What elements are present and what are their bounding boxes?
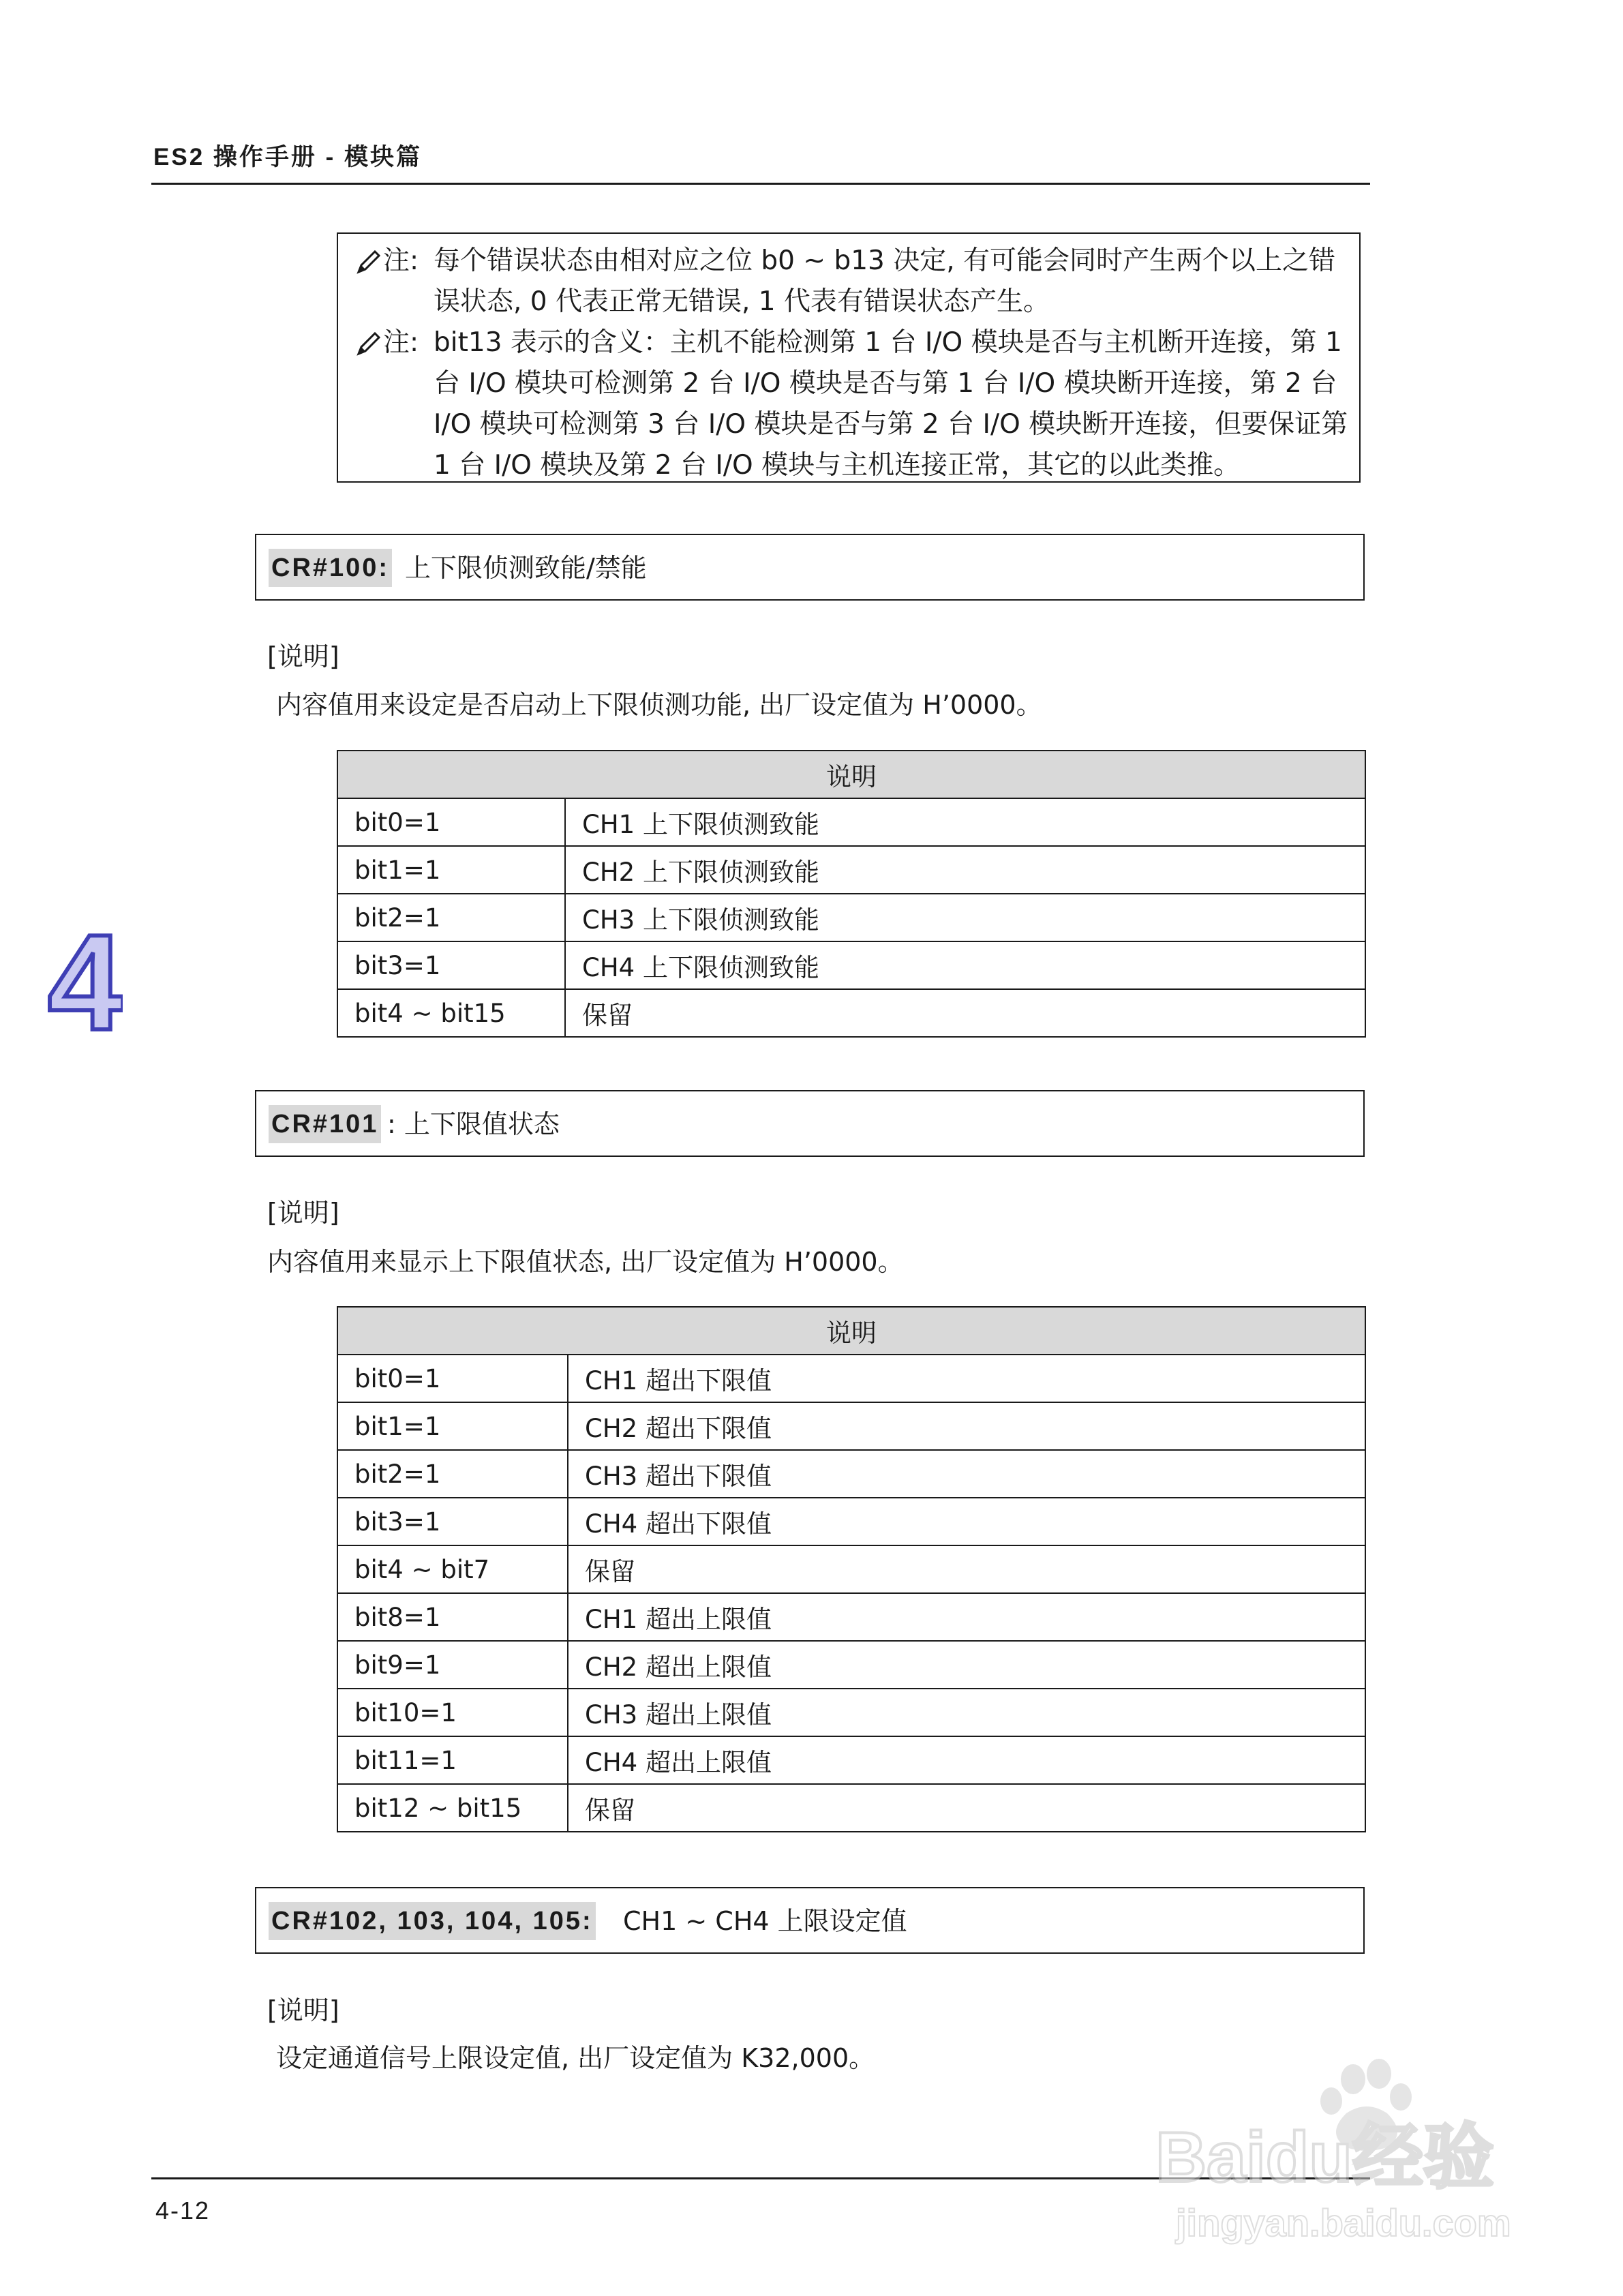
note-line: 1 台 I/O 模块及第 2 台 I/O 模块与主机连接正常，其它的以此类推。 [434, 450, 1241, 481]
table-row [337, 989, 1365, 1037]
chapter-tab [41, 913, 123, 1053]
meaning-cell: 保留 [568, 1545, 1365, 1593]
chapter-number: 4 [48, 913, 123, 1050]
meaning-cell: CH2 超出上限值 [568, 1641, 1365, 1689]
register-code: CR#100: [269, 549, 392, 587]
bit-cell: bit1=1 [337, 846, 565, 894]
meaning-cell: CH3 超出下限值 [568, 1450, 1365, 1498]
meaning-cell: CH1 上下限侦测致能 [565, 798, 1365, 846]
meaning-cell: CH2 超出下限值 [568, 1402, 1365, 1450]
baidu-paw-logo [1149, 2052, 1558, 2270]
table-row [337, 1593, 1365, 1641]
section-heading-cr100 [255, 534, 1365, 601]
note-line: 每个错误状态由相对应之位 b0 ~ b13 决定, 有可能会同时产生两个以上之错 [434, 245, 1336, 276]
note-line: 台 I/O 模块可检测第 2 台 I/O 模块是否与第 1 台 I/O 模块断开连接，第 2 台 [434, 368, 1337, 399]
meaning-cell: CH3 上下限侦测致能 [565, 894, 1365, 941]
table-row [337, 1498, 1365, 1545]
running-header: ES2 操作手册 - 模块篇 [153, 144, 422, 170]
bit-cell: bit3=1 [337, 1498, 568, 1545]
table-row [337, 941, 1365, 989]
bit-cell: bit2=1 [337, 894, 565, 941]
table-header: 说明 [337, 751, 1365, 798]
section-description: 设定通道信号上限设定值, 出厂设定值为 K32,000。 [276, 2043, 875, 2073]
bit-table-cr100 [337, 750, 1366, 1038]
bit-cell: bit11=1 [337, 1736, 568, 1784]
table-header: 说明 [337, 1307, 1365, 1355]
table-row [337, 1450, 1365, 1498]
table-row [337, 1689, 1365, 1736]
bit-cell: bit2=1 [337, 1450, 568, 1498]
register-code: CR#102, 103, 104, 105: [269, 1902, 596, 1940]
bit-cell: bit12 ~ bit15 [337, 1784, 568, 1832]
chapter-number-graphic [41, 913, 123, 1050]
header-rule [151, 183, 1370, 185]
table-row [337, 1355, 1365, 1402]
table-row [337, 846, 1365, 894]
section-description: 内容值用来设定是否启动上下限侦测功能, 出厂设定值为 H’0000。 [276, 690, 1042, 720]
note-line: I/O 模块可检测第 3 台 I/O 模块是否与第 2 台 I/O 模块断开连接，但要保证第 [434, 409, 1348, 440]
bit-cell: bit1=1 [337, 1402, 568, 1450]
bit-cell: bit0=1 [337, 798, 565, 846]
note-box [337, 232, 1361, 483]
note-prefix: 注: [383, 245, 419, 276]
section-label: [说明] [267, 1995, 339, 2025]
note-line: bit13 表示的含义：主机不能检测第 1 台 I/O 模块是否与主机断开连接，第 1 [434, 327, 1342, 358]
baidu-watermark [1149, 2052, 1558, 2273]
bit-cell: bit8=1 [337, 1593, 568, 1641]
section-description: 内容值用来显示上下限值状态, 出厂设定值为 H’0000。 [267, 1247, 904, 1277]
meaning-cell: CH4 上下限侦测致能 [565, 941, 1365, 989]
register-title: 上下限侦测致能/禁能 [405, 553, 647, 583]
table-row [337, 894, 1365, 941]
section-heading-cr101 [255, 1090, 1365, 1157]
bit-cell: bit4 ~ bit15 [337, 989, 565, 1037]
table-row [337, 1641, 1365, 1689]
section-label: [说明] [267, 641, 339, 671]
pencil-icon [356, 331, 382, 357]
meaning-cell: CH1 超出下限值 [568, 1355, 1365, 1402]
register-title: CH1 ~ CH4 上限设定值 [623, 1906, 907, 1936]
table-row [337, 1402, 1365, 1450]
meaning-cell: 保留 [565, 989, 1365, 1037]
pencil-icon [356, 249, 382, 275]
meaning-cell: 保留 [568, 1784, 1365, 1832]
register-code: CR#101 [269, 1105, 381, 1143]
bit-cell: bit4 ~ bit7 [337, 1545, 568, 1593]
meaning-cell: CH4 超出上限值 [568, 1736, 1365, 1784]
table-row [337, 798, 1365, 846]
note-line: 误状态, 0 代表正常无错误, 1 代表有错误状态产生。 [434, 286, 1050, 317]
meaning-cell: CH4 超出下限值 [568, 1498, 1365, 1545]
table-row [337, 1545, 1365, 1593]
meaning-cell: CH2 上下限侦测致能 [565, 846, 1365, 894]
watermark-brand: Baidu经验 [1155, 2118, 1494, 2197]
bit-cell: bit3=1 [337, 941, 565, 989]
watermark-url: jingyan.baidu.com [1176, 2201, 1511, 2244]
meaning-cell: CH3 超出上限值 [568, 1689, 1365, 1736]
bit-cell: bit9=1 [337, 1641, 568, 1689]
table-row [337, 1784, 1365, 1832]
note-prefix: 注: [383, 327, 419, 358]
bit-cell: bit10=1 [337, 1689, 568, 1736]
bit-table-cr101 [337, 1306, 1366, 1832]
section-heading-cr102-105 [255, 1887, 1365, 1954]
register-title: : 上下限值状态 [387, 1109, 560, 1139]
section-label: [说明] [267, 1198, 339, 1228]
page-number: 4-12 [155, 2196, 211, 2224]
meaning-cell: CH1 超出上限值 [568, 1593, 1365, 1641]
table-row [337, 1736, 1365, 1784]
bit-cell: bit0=1 [337, 1355, 568, 1402]
